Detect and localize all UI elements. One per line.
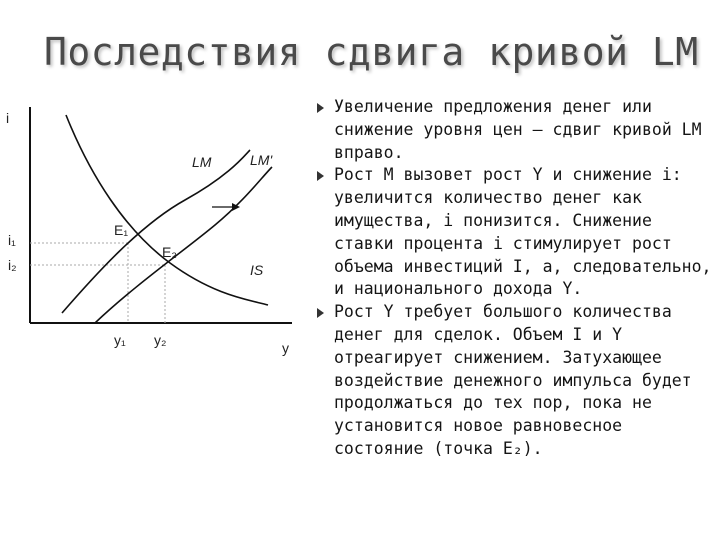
- bullet-list: [314, 96, 714, 461]
- shift-arrow-head: [232, 203, 240, 211]
- y2-label: y₂: [154, 332, 167, 348]
- i1-label: i₁: [8, 232, 16, 248]
- bullet-item: [314, 301, 714, 461]
- x-axis-label: y: [282, 340, 289, 356]
- triangle-bullet-icon: [317, 103, 324, 113]
- bullet-text: Рост M вызовет рост Y и снижение i: увеличится количество денег как имущества, i понизится. Снижение ставки процента i стимулирует рост объема инвестиций I, а, следовательно, и национального дохода Y.: [334, 165, 712, 299]
- lm-curve: [62, 150, 250, 313]
- islm-graph: [0, 95, 305, 365]
- lm-label: LM: [192, 154, 212, 170]
- is-curve: [66, 115, 268, 305]
- slide-title: Последствия сдвига кривой LM: [44, 30, 699, 74]
- y-axis-label: i: [6, 110, 10, 126]
- triangle-bullet-icon: [317, 171, 324, 181]
- bullet-text: Увеличение предложения денег или снижение уровня цен – сдвиг кривой LM вправо.: [334, 97, 702, 162]
- triangle-bullet-icon: [317, 308, 324, 318]
- lm-shifted-label: LM': [250, 152, 273, 168]
- bullet-text: Рост Y требует большого количества денег для сделок. Объем I и Y отреагирует снижением. Затухающее воздействие денежного импульса будет продолжаться до тех пор, пока не установится новое равновесное состояние (точка E₂).: [334, 302, 692, 458]
- bullet-item: [314, 96, 714, 164]
- i2-label: i₂: [8, 257, 17, 273]
- e1-label: E₁: [114, 222, 129, 238]
- is-label: IS: [250, 262, 264, 278]
- bullet-item: [314, 164, 714, 301]
- y1-label: y₁: [114, 332, 126, 348]
- e2-label: E₂: [162, 244, 177, 260]
